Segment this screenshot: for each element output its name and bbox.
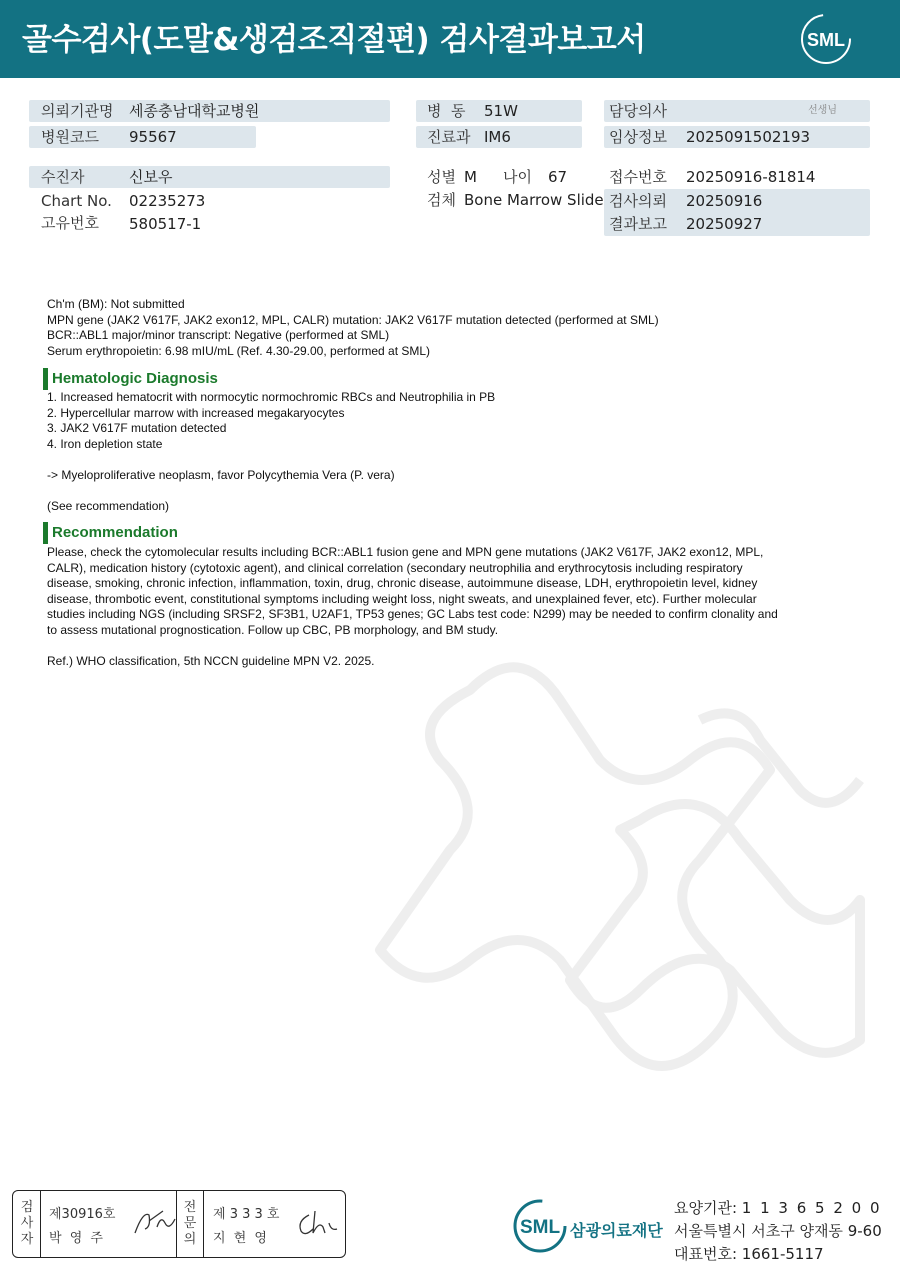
specialist-label: 전 문 의: [183, 1200, 197, 1247]
examiner-signature: [131, 1205, 177, 1239]
see-recommendation: (See recommendation): [47, 499, 170, 513]
receipt-no-value: 20250916-81814: [686, 168, 816, 186]
examiner-name: 박 영 주: [49, 1231, 105, 1246]
footer-sml-logo-icon: [512, 1198, 568, 1254]
report-title: 골수검사(도말&생검조직절편) 검사결과보고서: [22, 22, 646, 58]
specialist-signature: [293, 1207, 341, 1239]
signature-box: [12, 1190, 346, 1258]
diagnosis-item: 2. Hypercellular marrow with increased megakaryocytes: [47, 405, 345, 420]
phone-label: 대표번호:: [674, 1245, 738, 1263]
specialist-license: 제 3 3 3 호: [213, 1207, 280, 1222]
finding-line: MPN gene (JAK2 V617F, JAK2 exon12, MPL, CALR) mutation: JAK2 V617F mutation detected (performed at SML): [47, 312, 659, 327]
request-date-label: 검사의뢰: [609, 192, 667, 210]
ward-value: 51W: [484, 102, 518, 120]
divider: [176, 1191, 177, 1257]
specimen-label: 검체: [427, 191, 456, 209]
report-date-label: 결과보고: [609, 215, 667, 233]
diagnosis-item: 3. JAK2 V617F mutation detected: [47, 421, 227, 435]
recommendation-heading: Recommendation: [43, 522, 178, 544]
clinical-info-value: 2025091502193: [686, 128, 811, 146]
request-date-value: 20250916: [686, 192, 763, 210]
diagnosis-item: 4. Iron depletion state: [47, 436, 163, 451]
physician-suffix: 선생님: [808, 105, 837, 116]
sex-value: M: [464, 168, 477, 186]
hospital-code-label: 병원코드: [41, 128, 99, 146]
finding-line: Ch'm (BM): Not submitted: [47, 297, 185, 311]
examiner-label: 검 사 자: [20, 1200, 34, 1247]
diagnosis-list: [47, 390, 495, 452]
phone-number: 1661-5117: [741, 1245, 824, 1263]
specialist-name: 지 현 영: [213, 1231, 269, 1246]
recommendation-text: [47, 545, 778, 638]
chart-no-label: Chart No.: [41, 192, 112, 210]
patient-value: 신보우: [129, 168, 173, 186]
recommendation-line: disease, smoking, chronic infection, inflammation, toxin, drug, chronic disease, autoimmune disease, LDH, erythropoietin level, kidney: [47, 576, 758, 590]
ward-label: 병 동: [427, 102, 466, 120]
patient-label: 수진자: [41, 168, 85, 186]
diagnosis-heading: Hematologic Diagnosis: [43, 368, 218, 390]
age-label: 나이: [503, 168, 532, 186]
recommendation-line: to assess mutational prognostication. Follow up CBC, PB morphology, and BM study.: [47, 622, 499, 637]
institution-value: 세종충남대학교병원: [129, 102, 260, 120]
sex-label: 성별: [427, 168, 456, 186]
unique-no-value: 580517-1: [129, 215, 202, 233]
hospital-code-value: 95567: [129, 128, 177, 146]
sml-logo-icon: [800, 13, 852, 65]
department-label: 진료과: [427, 128, 471, 146]
physician-label: 담당의사: [609, 102, 667, 120]
pre-findings: [47, 297, 659, 359]
chart-no-value: 02235273: [129, 192, 206, 210]
department-value: IM6: [484, 128, 511, 146]
recommendation-line: Please, check the cytomolecular results including BCR::ABL1 fusion gene and MPN gene mutations (JAK2 V617F, JAK2 exon12, MPL,: [47, 545, 764, 559]
divider: [203, 1191, 204, 1257]
recommendation-line: CALR), medication history (cytotoxic agent), and clinical correlation (secondary neutrophilia and erythrocytosis including respiratory: [47, 560, 743, 575]
report-header: [0, 0, 900, 78]
phone-line: [674, 1243, 824, 1264]
finding-line: BCR::ABL1 major/minor transcript: Negative (performed at SML): [47, 328, 390, 342]
recommendation-line: studies including NGS (including SRSF2, SF3B1, U2AF1, TP53 genes; GC Labs test code: N299) may be needed to confirm clonality and: [47, 607, 778, 621]
recommendation-line: disease, thrombotic event, constitutional symptoms including weight loss, night sweats, and unexplained fever, etc). Further molecular: [47, 591, 757, 606]
institution-code-line: [674, 1197, 882, 1218]
diagnosis-item: 1. Increased hematocrit with normocytic normochromic RBCs and Neutrophilia in PB: [47, 390, 496, 404]
examiner-license: 제30916호: [49, 1207, 116, 1222]
divider: [40, 1191, 41, 1257]
reference: Ref.) WHO classification, 5th NCCN guideline MPN V2. 2025.: [47, 654, 375, 668]
report-date-value: 20250927: [686, 215, 763, 233]
footer-org-name: 삼광의료재단: [570, 1221, 663, 1240]
institution-label: 의뢰기관명: [41, 102, 114, 120]
clinical-info-label: 임상정보: [609, 128, 667, 146]
unique-no-label: 고유번호: [41, 214, 99, 232]
header-logo-text: SML: [807, 30, 845, 50]
age-value: 67: [548, 168, 568, 186]
receipt-no-label: 접수번호: [609, 168, 667, 186]
specimen-value: Bone Marrow Slide: [464, 191, 604, 209]
conclusion: -> Myeloproliferative neoplasm, favor Polycythemia Vera (P. vera): [47, 468, 395, 482]
address: 서울특별시 서초구 양재동 9-60: [674, 1222, 882, 1240]
institution-code-label: 요양기관:: [674, 1199, 738, 1217]
finding-line: Serum erythropoietin: 6.98 mIU/mL (Ref. 4.30-29.00, performed at SML): [47, 343, 431, 358]
institution-code: 1 1 3 6 5 2 0 0: [741, 1199, 882, 1217]
footer-logo-text: SML: [519, 1217, 561, 1238]
